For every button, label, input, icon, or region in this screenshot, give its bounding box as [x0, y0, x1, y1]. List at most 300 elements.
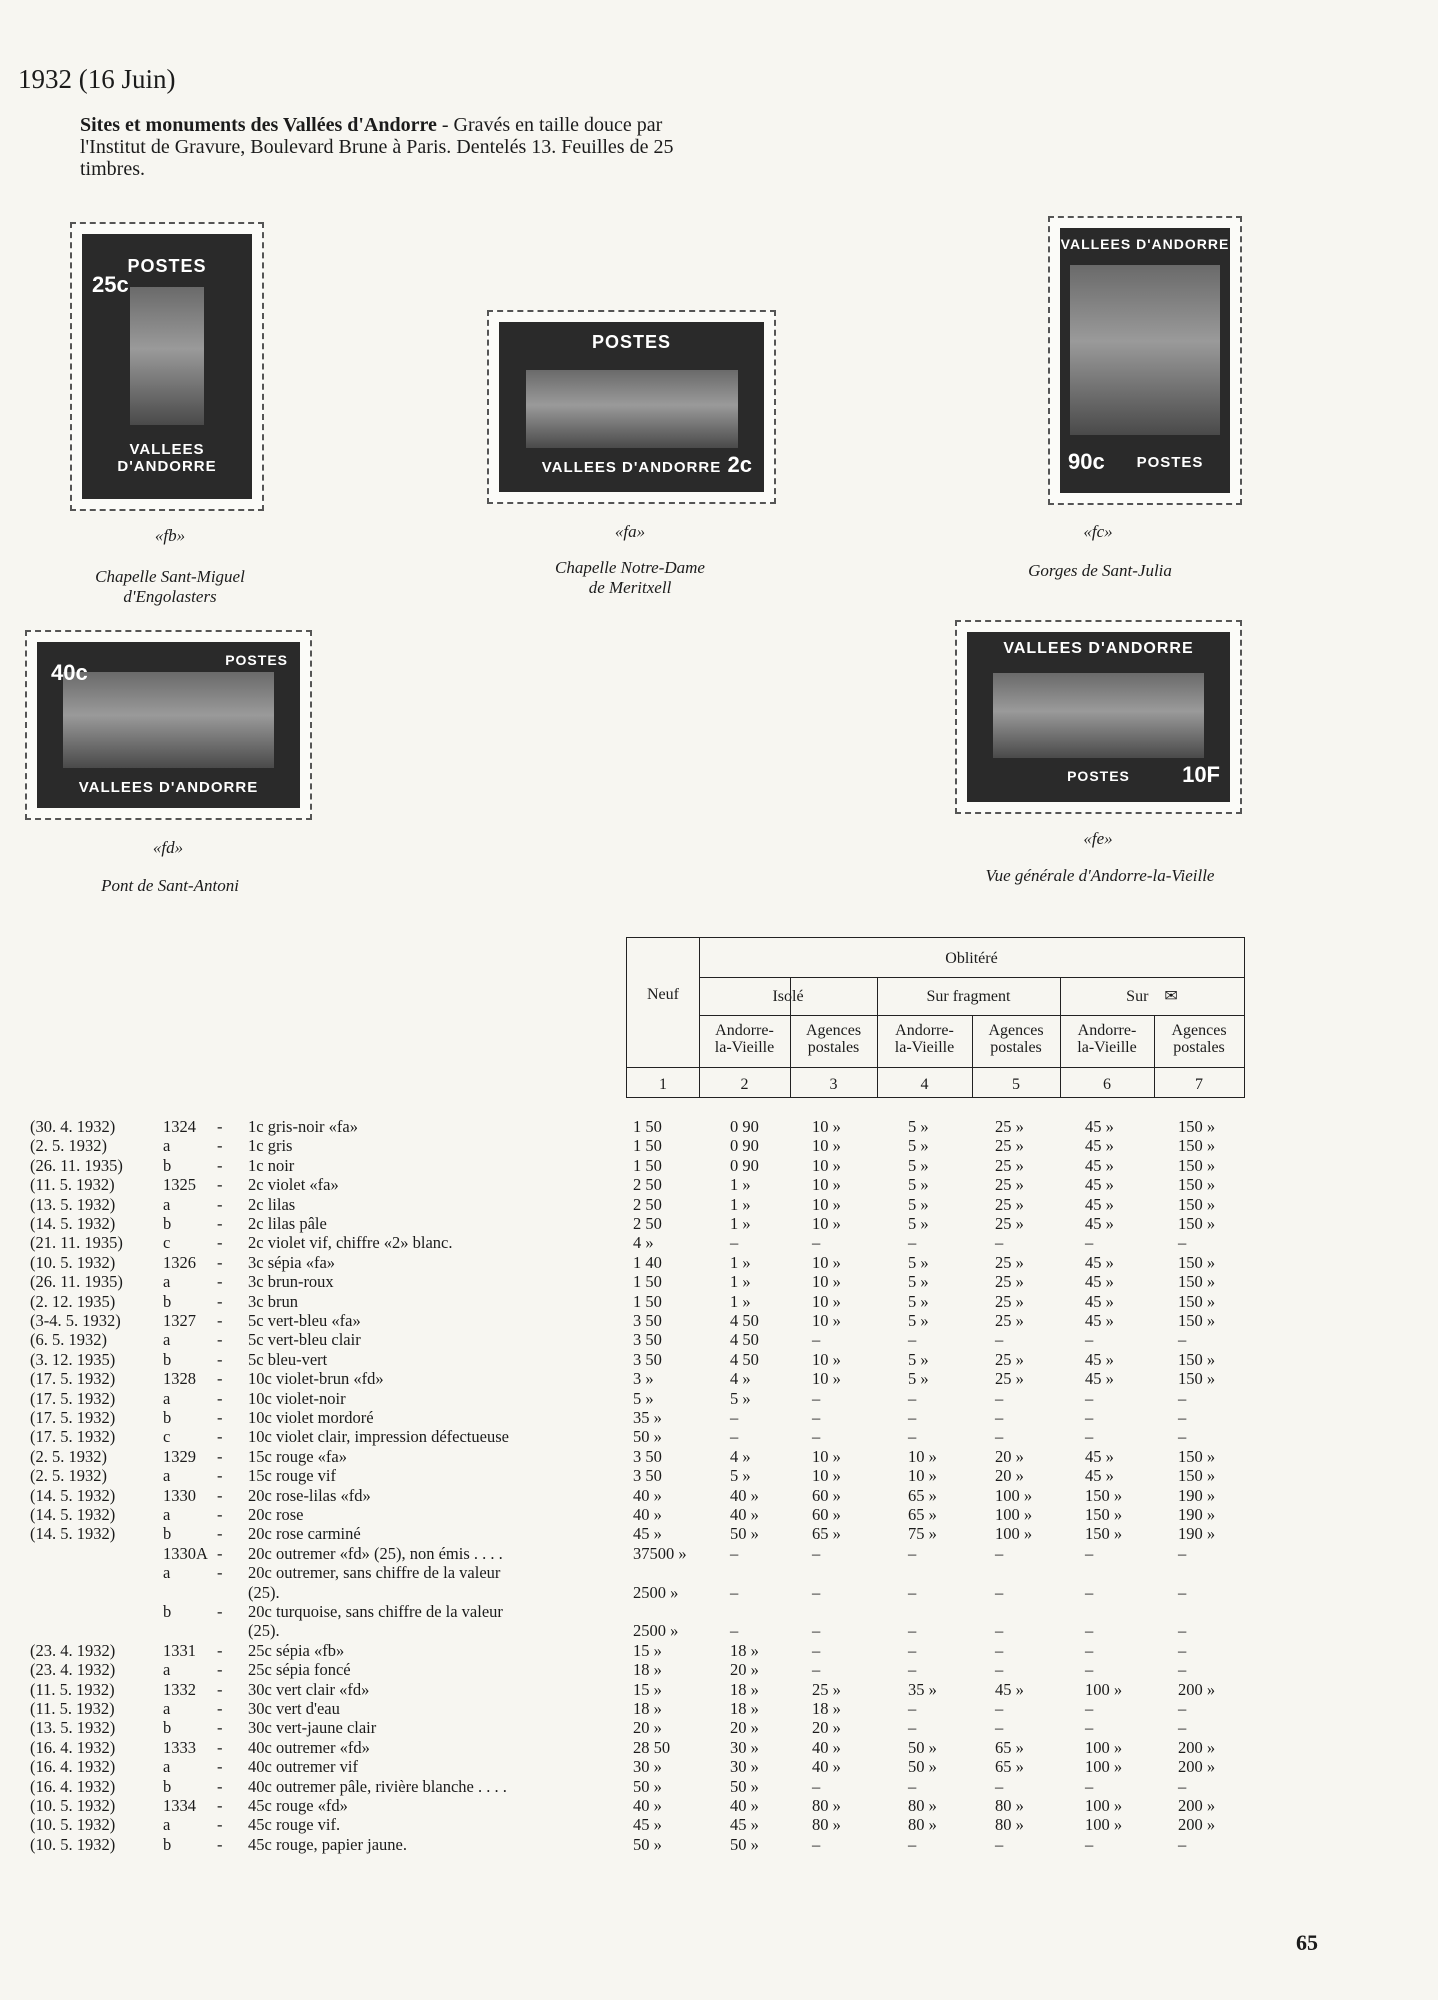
price-cell: 1 40 [633, 1252, 662, 1272]
price-cell: 80 » [995, 1815, 1024, 1835]
price-cell: 150 » [1178, 1175, 1216, 1195]
stamp-fb [70, 222, 264, 511]
stamp-description: 10c violet-brun «fd» [248, 1369, 384, 1389]
catalogue-number: b [163, 1214, 172, 1233]
price-cell: 10 » [812, 1136, 841, 1156]
price-cell: 10 » [908, 1446, 937, 1466]
price-cell: 65 » [908, 1505, 937, 1524]
col-number: 6 [1103, 1076, 1111, 1093]
price-cell: – [812, 1582, 821, 1602]
col-sur-label: Sur [1126, 988, 1149, 1005]
price-cell: 45 » [1085, 1194, 1114, 1214]
price-cell: – [995, 1427, 1004, 1447]
price-cell: 10 » [812, 1194, 841, 1214]
price-cell: 1 » [730, 1252, 751, 1272]
price-cell: – [812, 1834, 821, 1854]
stamp-description: 45c rouge, papier jaune. [248, 1834, 407, 1854]
col-number: 1 [659, 1076, 667, 1093]
catalogue-number: a [163, 1757, 171, 1777]
catalogue-number: a [163, 1815, 171, 1835]
col-andorre: Andorre- la-Vieille [714, 1022, 775, 1056]
price-cell: 25 » [995, 1214, 1024, 1233]
price-cell: – [908, 1699, 917, 1718]
catalogue-number: b [163, 1291, 172, 1311]
catalogue-number: a [163, 1699, 171, 1718]
price-cell: 10 » [812, 1446, 841, 1466]
price-cell: – [1178, 1660, 1187, 1680]
price-cell: 20 » [995, 1446, 1024, 1466]
row-dash: - [217, 1757, 223, 1777]
price-cell: 10 » [812, 1252, 841, 1272]
stamp-description: 40c outremer «fd» [248, 1737, 370, 1757]
catalogue-number: 1334 [163, 1796, 196, 1815]
price-cell: 10 » [812, 1291, 841, 1311]
row-dash: - [217, 1233, 223, 1253]
price-cell: – [1178, 1718, 1187, 1738]
price-cell: 15 » [633, 1679, 662, 1699]
price-cell: – [995, 1640, 1004, 1660]
stamp-fc [1048, 216, 1242, 505]
issue-date: (23. 4. 1932) [30, 1660, 116, 1680]
price-cell: 15 » [633, 1640, 662, 1660]
price-cell: 5 » [908, 1369, 929, 1389]
price-cell: 4 » [633, 1233, 654, 1253]
price-cell: – [1085, 1621, 1094, 1641]
issue-date: (17. 5. 1932) [30, 1388, 116, 1408]
price-cell: 10 » [812, 1214, 841, 1233]
price-cell: 25 » [995, 1252, 1024, 1272]
col-isole: Isolé [772, 988, 804, 1005]
price-cell: 5 » [908, 1175, 929, 1195]
stamp-description: 3c brun-roux [248, 1272, 334, 1292]
price-cell: – [995, 1718, 1004, 1738]
stamp-description: 40c outremer vif [248, 1757, 358, 1777]
price-cell: 150 » [1178, 1136, 1216, 1156]
price-cell: – [1085, 1640, 1094, 1660]
row-dash: - [217, 1311, 223, 1330]
price-cell: 80 » [908, 1815, 937, 1835]
price-cell: 10 » [812, 1175, 841, 1195]
price-cell: 150 » [1178, 1349, 1216, 1369]
catalogue-number: a [163, 1505, 171, 1524]
col-oblitere: Oblitéré [945, 950, 998, 967]
price-cell: 5 » [908, 1117, 929, 1136]
catalogue-number: 1330A [163, 1543, 208, 1563]
price-cell: 2 50 [633, 1194, 662, 1214]
price-cell: – [995, 1582, 1004, 1602]
price-cell: 25 » [995, 1194, 1024, 1214]
price-cell: 150 » [1178, 1311, 1216, 1330]
stamp-value: 25c [92, 272, 129, 297]
price-cell: 4 50 [730, 1349, 759, 1369]
price-cell: 150 » [1178, 1194, 1216, 1214]
issue-date: (17. 5. 1932) [30, 1369, 116, 1389]
issue-date: (14. 5. 1932) [30, 1485, 116, 1505]
issue-date: (16. 4. 1932) [30, 1776, 116, 1796]
intro-title: Sites et monuments des Vallées d'Andorre [80, 114, 437, 136]
price-cell: 100 » [995, 1505, 1033, 1524]
catalogue-number: a [163, 1330, 171, 1350]
row-dash: - [217, 1524, 223, 1544]
stamp-description: 45c rouge vif. [248, 1815, 341, 1835]
price-cell: – [1085, 1718, 1094, 1738]
price-cell: 200 » [1178, 1757, 1216, 1777]
issue-date: (11. 5. 1932) [30, 1175, 115, 1195]
stamp-description: 15c rouge vif [248, 1466, 336, 1486]
row-dash: - [217, 1427, 223, 1447]
catalogue-number: c [163, 1427, 171, 1447]
stamp-bottom-text: POSTES [1067, 768, 1130, 784]
col-andorre: Andorre- la-Vieille [1077, 1022, 1137, 1056]
price-cell: 4 50 [730, 1330, 759, 1350]
price-cell: 65 » [812, 1524, 841, 1544]
catalogue-number: a [163, 1136, 171, 1156]
price-cell: 45 » [1085, 1291, 1114, 1311]
stamp-top-text: VALLEES D'ANDORRE [1003, 640, 1194, 657]
price-cell: – [908, 1640, 917, 1660]
price-cell: – [1085, 1582, 1094, 1602]
price-cell: 200 » [1178, 1815, 1216, 1835]
price-cell: 150 » [1178, 1446, 1216, 1466]
price-cell: 20 » [812, 1718, 841, 1738]
catalogue-number: 1325 [163, 1175, 196, 1195]
stamp-top-text: POSTES [127, 256, 207, 276]
price-cell: 190 » [1178, 1485, 1216, 1505]
catalogue-number: 1331 [163, 1640, 196, 1660]
price-cell: 25 » [995, 1291, 1024, 1311]
row-dash: - [217, 1660, 223, 1680]
price-cell: 37500 » [633, 1543, 687, 1563]
price-cell: 18 » [730, 1699, 759, 1718]
price-cell: – [812, 1388, 821, 1408]
price-cell: 1 » [730, 1291, 751, 1311]
stamp-description: 5c vert-bleu clair [248, 1330, 361, 1350]
price-cell: – [1085, 1834, 1094, 1854]
price-cell: 150 » [1085, 1485, 1123, 1505]
price-cell: 45 » [633, 1815, 662, 1835]
row-dash: - [217, 1466, 223, 1486]
issue-date: (10. 5. 1932) [30, 1252, 116, 1272]
price-cell: 10 » [812, 1349, 841, 1369]
price-cell: – [1085, 1699, 1094, 1718]
price-cell: 1 » [730, 1175, 751, 1195]
price-cell: 60 » [812, 1485, 841, 1505]
catalogue-number: b [163, 1408, 172, 1427]
stamp-description: 20c outremer, sans chiffre de la valeur [248, 1563, 501, 1583]
price-cell: – [1178, 1330, 1187, 1350]
price-cell: 10 » [812, 1155, 841, 1175]
price-cell: 50 » [633, 1776, 662, 1796]
price-cell: 40 » [633, 1505, 662, 1524]
price-cell: – [995, 1233, 1004, 1253]
intro-text: - Gravés en taille douce par l'Institut de Gravure, Boulevard Brune à Paris. Dentelés 13. Feuilles de 25 timbres. [80, 114, 674, 180]
price-cell: 50 » [908, 1757, 937, 1777]
price-cell: 30 » [730, 1757, 759, 1777]
caption-line: Pont de Sant-Antoni [101, 876, 239, 895]
price-cell: – [1178, 1621, 1187, 1641]
price-cell: – [1085, 1543, 1094, 1563]
stamp-caption-fe [945, 866, 1255, 886]
price-cell: 18 » [730, 1640, 759, 1660]
price-cell: 150 » [1178, 1117, 1216, 1136]
price-cell: 2 50 [633, 1175, 662, 1195]
price-cell: 45 » [1085, 1252, 1114, 1272]
price-cell: 45 » [730, 1815, 759, 1835]
price-cell: 3 50 [633, 1466, 662, 1486]
stamp-description: 2c lilas [248, 1194, 296, 1214]
caption-line: de Meritxell [588, 578, 672, 597]
price-cell: 150 » [1178, 1466, 1216, 1486]
price-cell: 4 » [730, 1369, 751, 1389]
price-cell: 80 » [908, 1796, 937, 1815]
row-dash: - [217, 1117, 223, 1136]
catalogue-number: a [163, 1272, 171, 1292]
price-cell: – [812, 1621, 821, 1641]
catalogue-number: b [163, 1602, 172, 1621]
price-cell: – [1085, 1330, 1094, 1350]
price-cell: 20 » [730, 1660, 759, 1680]
issue-date: (26. 11. 1935) [30, 1155, 123, 1175]
stamp-description: 30c vert-jaune clair [248, 1718, 377, 1738]
row-dash: - [217, 1272, 223, 1292]
catalogue-number: 1328 [163, 1369, 196, 1389]
price-cell: 1 » [730, 1214, 751, 1233]
row-dash: - [217, 1563, 223, 1583]
caption-line: Vue générale d'Andorre-la-Vieille [985, 866, 1215, 885]
row-dash: - [217, 1485, 223, 1505]
price-cell: 35 » [908, 1679, 937, 1699]
price-cell: 3 50 [633, 1446, 662, 1466]
price-cell: 150 » [1178, 1369, 1216, 1389]
price-cell: 80 » [995, 1796, 1024, 1815]
issue-date: (17. 5. 1932) [30, 1408, 116, 1427]
price-cell: 25 » [995, 1311, 1024, 1330]
price-cell: – [730, 1427, 739, 1447]
col-agences: Agences postales [988, 1022, 1044, 1056]
price-cell: 0 90 [730, 1136, 759, 1156]
price-cell: – [908, 1543, 917, 1563]
envelope-icon: ✉ [1164, 988, 1178, 1005]
issue-date: (3. 12. 1935) [30, 1349, 116, 1369]
price-cell: – [908, 1408, 917, 1427]
stamp-description: 20c turquoise, sans chiffre de la valeur [248, 1602, 503, 1621]
catalogue-number: 1329 [163, 1446, 196, 1466]
stamp-value: 2c [727, 452, 752, 477]
price-cell: 100 » [1085, 1796, 1123, 1815]
price-cell: 2 50 [633, 1214, 662, 1233]
price-cell: 45 » [1085, 1446, 1114, 1466]
price-cell: 5 » [908, 1194, 929, 1214]
col-agences: Agences postales [805, 1022, 862, 1056]
row-dash: - [217, 1408, 223, 1427]
price-cell: – [908, 1582, 917, 1602]
issue-date: (13. 5. 1932) [30, 1718, 116, 1738]
price-cell: – [812, 1543, 821, 1563]
price-cell: 50 » [730, 1524, 759, 1544]
row-dash: - [217, 1796, 223, 1815]
price-cell: 190 » [1178, 1524, 1216, 1544]
price-cell: – [908, 1660, 917, 1680]
issue-date: (17. 5. 1932) [30, 1427, 116, 1447]
row-dash: - [217, 1505, 223, 1524]
col-number: 4 [920, 1076, 929, 1093]
stamp-caption-fd [50, 876, 290, 896]
catalogue-number: b [163, 1524, 172, 1544]
price-cell: 45 » [1085, 1466, 1114, 1486]
price-cell: – [812, 1776, 821, 1796]
price-cell: – [1178, 1427, 1187, 1447]
row-dash: - [217, 1815, 223, 1835]
row-dash: - [217, 1291, 223, 1311]
price-cell: – [908, 1388, 917, 1408]
price-cell: 1 50 [633, 1136, 662, 1156]
price-cell: 10 » [812, 1272, 841, 1292]
price-cell: 65 » [995, 1757, 1024, 1777]
price-cell: 40 » [730, 1485, 759, 1505]
price-cell: 25 » [812, 1679, 841, 1699]
stamp-description: 20c outremer «fd» (25), non émis . . . . [248, 1543, 503, 1563]
row-dash: - [217, 1543, 223, 1563]
catalogue-number: b [163, 1776, 172, 1796]
price-cell: 5 » [908, 1252, 929, 1272]
price-cell: 45 » [1085, 1136, 1114, 1156]
price-cell: 100 » [1085, 1757, 1123, 1777]
price-cell: 25 » [995, 1175, 1024, 1195]
price-table-header [626, 937, 1245, 1098]
price-cell: 150 » [1178, 1291, 1216, 1311]
stamp-description: 25c sépia foncé [248, 1660, 351, 1680]
catalogue-number: 1326 [163, 1252, 196, 1272]
stamp-code-fc: «fc» [1083, 522, 1113, 541]
price-cell: – [995, 1621, 1004, 1641]
price-cell: – [908, 1330, 917, 1350]
price-cell: – [1178, 1233, 1187, 1253]
price-cell: 10 » [908, 1466, 937, 1486]
price-cell: 40 » [730, 1505, 759, 1524]
row-dash: - [217, 1776, 223, 1796]
price-cell: – [730, 1621, 739, 1641]
page-heading: 1932 (16 Juin) [18, 64, 176, 94]
price-cell: 10 » [812, 1117, 841, 1136]
price-cell: 80 » [812, 1815, 841, 1835]
stamp-description: 1c gris [248, 1136, 293, 1156]
stamp-description: 10c violet clair, impression défectueuse [248, 1427, 509, 1447]
stamp-description: 40c outremer pâle, rivière blanche . . . . [248, 1776, 507, 1796]
price-cell: 0 90 [730, 1155, 759, 1175]
price-cell: 100 » [1085, 1679, 1123, 1699]
price-cell: 40 » [812, 1757, 841, 1777]
row-dash: - [217, 1136, 223, 1156]
stamp-description: 30c vert clair «fd» [248, 1679, 370, 1699]
row-dash: - [217, 1252, 223, 1272]
price-cell: 200 » [1178, 1796, 1216, 1815]
price-cell: 45 » [1085, 1155, 1114, 1175]
price-cell: – [908, 1621, 917, 1641]
price-cell: – [812, 1233, 821, 1253]
catalogue-number: a [163, 1660, 171, 1680]
catalogue-number: a [163, 1563, 171, 1583]
stamp-description: 2c violet «fa» [248, 1175, 339, 1195]
row-dash: - [217, 1640, 223, 1660]
price-cell: – [1178, 1776, 1187, 1796]
price-cell: – [1178, 1834, 1187, 1854]
price-cell: 1 50 [633, 1272, 662, 1292]
stamp-bottom-text: POSTES [1136, 454, 1204, 471]
price-cell: 190 » [1178, 1505, 1216, 1524]
price-cell: – [995, 1660, 1004, 1680]
price-cell: 4 50 [730, 1311, 759, 1330]
price-cell: 4 » [730, 1446, 751, 1466]
stamp-value: 40c [51, 660, 88, 685]
issue-date: (10. 5. 1932) [30, 1834, 116, 1854]
issue-date: (11. 5. 1932) [30, 1679, 115, 1699]
stamp-top-text: POSTES [591, 332, 672, 352]
price-cell: 18 » [633, 1660, 662, 1680]
page-number: 65 [1296, 1930, 1318, 1955]
row-dash: - [217, 1194, 223, 1214]
price-cell: 5 » [908, 1136, 929, 1156]
issue-date: (2. 5. 1932) [30, 1466, 107, 1486]
price-cell: 5 » [908, 1349, 929, 1369]
issue-date: (16. 4. 1932) [30, 1737, 116, 1757]
issue-date: (6. 5. 1932) [30, 1330, 107, 1350]
row-dash: - [217, 1834, 223, 1854]
catalogue-number: b [163, 1155, 172, 1175]
price-cell: 45 » [995, 1679, 1024, 1699]
price-cell: 10 » [812, 1311, 841, 1330]
price-cell: – [1085, 1388, 1094, 1408]
catalogue-number: c [163, 1233, 171, 1253]
price-cell: 150 » [1178, 1252, 1216, 1272]
price-cell: – [812, 1640, 821, 1660]
stamp-description: 2c violet vif, chiffre «2» blanc. [248, 1233, 453, 1253]
col-sur-fragment: Sur fragment [926, 988, 1011, 1005]
stamp-fa [487, 310, 776, 504]
catalogue-number: 1324 [163, 1117, 196, 1136]
row-dash: - [217, 1349, 223, 1369]
price-cell: 75 » [908, 1524, 937, 1544]
catalogue-number: b [163, 1718, 172, 1738]
stamp-description: 3c sépia «fa» [248, 1252, 336, 1272]
price-cell: – [1178, 1699, 1187, 1718]
issue-date: (16. 4. 1932) [30, 1757, 116, 1777]
catalogue-number: b [163, 1834, 172, 1854]
price-cell: – [812, 1330, 821, 1350]
issue-date: (11. 5. 1932) [30, 1699, 115, 1718]
stamp-top-text: VALLEES D'ANDORRE [1060, 236, 1230, 252]
col-number: 7 [1195, 1076, 1203, 1093]
issue-date: (23. 4. 1932) [30, 1640, 116, 1660]
stamp-bottom-text: VALLEES D'ANDORRE [117, 441, 217, 475]
price-cell: – [812, 1408, 821, 1427]
caption-line: d'Engolasters [123, 587, 217, 606]
price-cell: 50 » [908, 1737, 937, 1757]
price-cell: 3 » [633, 1369, 654, 1389]
stamp-description: (25). [248, 1582, 280, 1602]
price-cell: 5 » [730, 1388, 751, 1408]
stamp-description: 3c brun [248, 1291, 298, 1311]
catalogue-number: b [163, 1349, 172, 1369]
row-dash: - [217, 1155, 223, 1175]
price-cell: 150 » [1178, 1155, 1216, 1175]
price-cell: – [995, 1776, 1004, 1796]
price-cell: – [1085, 1427, 1094, 1447]
caption-line: Gorges de Sant-Julia [1028, 561, 1172, 580]
issue-date: (14. 5. 1932) [30, 1505, 116, 1524]
price-cell: 0 90 [730, 1117, 759, 1136]
col-number: 3 [829, 1076, 838, 1093]
price-cell: – [730, 1408, 739, 1427]
